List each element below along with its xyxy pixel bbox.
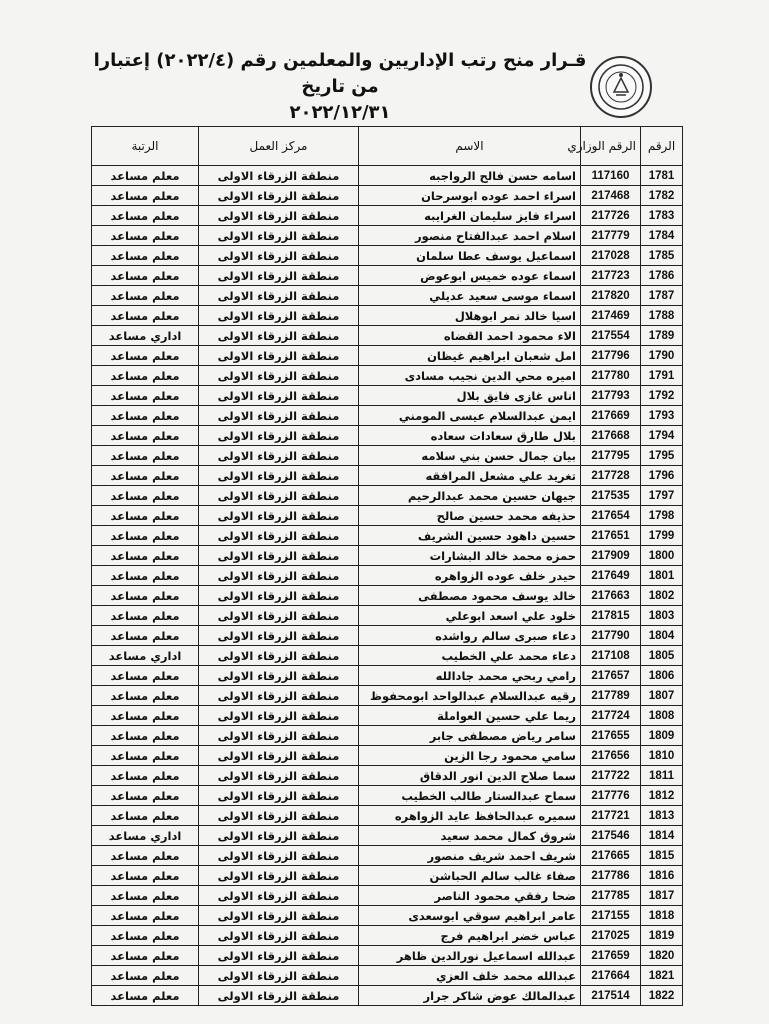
cell-ministry-no: 217722 <box>581 766 641 786</box>
table-row <box>92 566 683 586</box>
cell-rank: اداري مساعد <box>92 326 199 346</box>
table-row <box>92 686 683 706</box>
cell-rank: معلم مساعد <box>92 346 199 366</box>
cell-ministry-no: 217663 <box>581 586 641 606</box>
cell-name: سامي محمود رجا الزين <box>359 746 581 766</box>
cell-ministry-no: 217546 <box>581 826 641 846</box>
cell-seq: 1800 <box>641 546 683 566</box>
cell-rank: معلم مساعد <box>92 966 199 986</box>
cell-ministry-no: 217665 <box>581 846 641 866</box>
cell-ministry-no: 217649 <box>581 566 641 586</box>
cell-work-center: منطقة الزرقاء الاولى <box>199 986 359 1006</box>
cell-ministry-no: 217721 <box>581 806 641 826</box>
cell-work-center: منطقة الزرقاء الاولى <box>199 426 359 446</box>
cell-work-center: منطقة الزرقاء الاولى <box>199 486 359 506</box>
cell-work-center: منطقة الزرقاء الاولى <box>199 726 359 746</box>
cell-rank: معلم مساعد <box>92 986 199 1006</box>
cell-work-center: منطقة الزرقاء الاولى <box>199 746 359 766</box>
cell-seq: 1802 <box>641 586 683 606</box>
document-header <box>90 40 590 123</box>
cell-name: اسماء موسى سعيد عديلي <box>359 286 581 306</box>
table-row <box>92 886 683 906</box>
cell-name: سماح عبدالستار طالب الخطيب <box>359 786 581 806</box>
cell-work-center: منطقة الزرقاء الاولى <box>199 866 359 886</box>
cell-seq: 1815 <box>641 846 683 866</box>
cell-name: ايمن عبدالسلام عيسى المومني <box>359 406 581 426</box>
cell-ministry-no: 217554 <box>581 326 641 346</box>
cell-name: حيدر خلف عوده الزواهره <box>359 566 581 586</box>
cell-work-center: منطقة الزرقاء الاولى <box>199 946 359 966</box>
table-row <box>92 466 683 486</box>
cell-seq: 1787 <box>641 286 683 306</box>
table-row <box>92 666 683 686</box>
cell-rank: معلم مساعد <box>92 446 199 466</box>
cell-name: اسماء عوده خميس ابوعوض <box>359 266 581 286</box>
cell-work-center: منطقة الزرقاء الاولى <box>199 446 359 466</box>
cell-name: دعاء محمد علي الخطيب <box>359 646 581 666</box>
cell-ministry-no: 217793 <box>581 386 641 406</box>
table-row <box>92 746 683 766</box>
cell-work-center: منطقة الزرقاء الاولى <box>199 226 359 246</box>
cell-rank: معلم مساعد <box>92 746 199 766</box>
cell-seq: 1817 <box>641 886 683 906</box>
cell-seq: 1811 <box>641 766 683 786</box>
cell-seq: 1797 <box>641 486 683 506</box>
cell-name: شروق كمال محمد سعيد <box>359 826 581 846</box>
cell-work-center: منطقة الزرقاء الاولى <box>199 646 359 666</box>
cell-name: رامي ربحي محمد جادالله <box>359 666 581 686</box>
cell-name: خلود علي اسعد ابوعلي <box>359 606 581 626</box>
document-title: قـرار منح رتب الإداريين والمعلمين رقم (٢٠٢٢/٤) إعتبارا من تاريخ <box>93 50 587 97</box>
col-header-ministry-no: الرقم الوزاري <box>581 127 641 166</box>
table-row <box>92 726 683 746</box>
cell-ministry-no: 217651 <box>581 526 641 546</box>
cell-ministry-no: 217815 <box>581 606 641 626</box>
cell-seq: 1816 <box>641 866 683 886</box>
cell-name: رقيه عبدالسلام عبدالواحد ابومحفوظ <box>359 686 581 706</box>
cell-ministry-no: 217776 <box>581 786 641 806</box>
cell-ministry-no: 217656 <box>581 746 641 766</box>
cell-seq: 1810 <box>641 746 683 766</box>
cell-ministry-no: 217726 <box>581 206 641 226</box>
ministry-seal-icon <box>590 56 652 118</box>
table-row <box>92 266 683 286</box>
cell-seq: 1819 <box>641 926 683 946</box>
cell-seq: 1820 <box>641 946 683 966</box>
cell-work-center: منطقة الزرقاء الاولى <box>199 326 359 346</box>
table-row <box>92 826 683 846</box>
cell-work-center: منطقة الزرقاء الاولى <box>199 926 359 946</box>
cell-seq: 1791 <box>641 366 683 386</box>
cell-work-center: منطقة الزرقاء الاولى <box>199 266 359 286</box>
col-header-seq: الرقم <box>641 127 683 166</box>
cell-ministry-no: 217654 <box>581 506 641 526</box>
cell-rank: معلم مساعد <box>92 566 199 586</box>
cell-rank: معلم مساعد <box>92 246 199 266</box>
table-row <box>92 366 683 386</box>
cell-name: اسيا خالد نمر ابوهلال <box>359 306 581 326</box>
cell-rank: معلم مساعد <box>92 946 199 966</box>
cell-ministry-no: 217468 <box>581 186 641 206</box>
cell-work-center: منطقة الزرقاء الاولى <box>199 886 359 906</box>
cell-name: عبدالله محمد خلف العزي <box>359 966 581 986</box>
cell-work-center: منطقة الزرقاء الاولى <box>199 966 359 986</box>
cell-ministry-no: 217669 <box>581 406 641 426</box>
cell-ministry-no: 217028 <box>581 246 641 266</box>
cell-ministry-no: 117160 <box>581 166 641 186</box>
document-date: ٢٠٢٢/١٢/٣١ <box>289 102 391 123</box>
cell-name: بيان جمال حسن بني سلامه <box>359 446 581 466</box>
cell-ministry-no: 217728 <box>581 466 641 486</box>
cell-name: عبدالله اسماعيل نورالدين ظاهر <box>359 946 581 966</box>
cell-work-center: منطقة الزرقاء الاولى <box>199 606 359 626</box>
cell-rank: معلم مساعد <box>92 626 199 646</box>
cell-name: سميره عبدالحافظ عايد الزواهره <box>359 806 581 826</box>
table-row <box>92 166 683 186</box>
cell-seq: 1784 <box>641 226 683 246</box>
table-row <box>92 226 683 246</box>
cell-seq: 1818 <box>641 906 683 926</box>
table-row <box>92 986 683 1006</box>
cell-name: دعاء صبرى سالم رواشده <box>359 626 581 646</box>
table-row <box>92 346 683 366</box>
cell-ministry-no: 217795 <box>581 446 641 466</box>
cell-seq: 1785 <box>641 246 683 266</box>
cell-work-center: منطقة الزرقاء الاولى <box>199 826 359 846</box>
cell-name: عامر ابراهيم سوقي ابوسعدى <box>359 906 581 926</box>
cell-rank: معلم مساعد <box>92 286 199 306</box>
cell-rank: معلم مساعد <box>92 906 199 926</box>
cell-name: ضحا رفقي محمود الناصر <box>359 886 581 906</box>
cell-work-center: منطقة الزرقاء الاولى <box>199 206 359 226</box>
cell-ministry-no: 217155 <box>581 906 641 926</box>
cell-work-center: منطقة الزرقاء الاولى <box>199 406 359 426</box>
cell-work-center: منطقة الزرقاء الاولى <box>199 506 359 526</box>
cell-name: اسلام احمد عبدالفتاح منصور <box>359 226 581 246</box>
cell-ministry-no: 217786 <box>581 866 641 886</box>
cell-seq: 1794 <box>641 426 683 446</box>
cell-seq: 1782 <box>641 186 683 206</box>
roster-table <box>91 126 683 1006</box>
cell-rank: معلم مساعد <box>92 266 199 286</box>
cell-name: عبدالمالك عوض شاكر جرار <box>359 986 581 1006</box>
cell-ministry-no: 217025 <box>581 926 641 946</box>
table-row <box>92 846 683 866</box>
cell-rank: معلم مساعد <box>92 806 199 826</box>
table-row <box>92 786 683 806</box>
cell-seq: 1801 <box>641 566 683 586</box>
cell-work-center: منطقة الزرقاء الاولى <box>199 566 359 586</box>
cell-rank: معلم مساعد <box>92 686 199 706</box>
table-row <box>92 706 683 726</box>
cell-rank: معلم مساعد <box>92 206 199 226</box>
cell-work-center: منطقة الزرقاء الاولى <box>199 806 359 826</box>
cell-ministry-no: 217820 <box>581 286 641 306</box>
table-row <box>92 426 683 446</box>
table-row <box>92 506 683 526</box>
table-row <box>92 486 683 506</box>
cell-work-center: منطقة الزرقاء الاولى <box>199 286 359 306</box>
table-row <box>92 446 683 466</box>
cell-name: امل شعبان ابراهيم غيظان <box>359 346 581 366</box>
cell-work-center: منطقة الزرقاء الاولى <box>199 306 359 326</box>
cell-rank: معلم مساعد <box>92 706 199 726</box>
table-row <box>92 406 683 426</box>
table-row <box>92 766 683 786</box>
cell-work-center: منطقة الزرقاء الاولى <box>199 246 359 266</box>
cell-name: اسراء فايز سليمان الغرايبه <box>359 206 581 226</box>
table-row <box>92 206 683 226</box>
table-row <box>92 866 683 886</box>
cell-work-center: منطقة الزرقاء الاولى <box>199 666 359 686</box>
cell-ministry-no: 217535 <box>581 486 641 506</box>
cell-seq: 1812 <box>641 786 683 806</box>
cell-seq: 1804 <box>641 626 683 646</box>
cell-seq: 1809 <box>641 726 683 746</box>
cell-rank: معلم مساعد <box>92 726 199 746</box>
cell-work-center: منطقة الزرقاء الاولى <box>199 786 359 806</box>
cell-ministry-no: 217796 <box>581 346 641 366</box>
col-header-name: الاسم <box>359 127 581 166</box>
cell-rank: معلم مساعد <box>92 486 199 506</box>
cell-ministry-no: 217789 <box>581 686 641 706</box>
cell-seq: 1781 <box>641 166 683 186</box>
table-row <box>92 526 683 546</box>
cell-name: اسماعيل يوسف عطا سلمان <box>359 246 581 266</box>
cell-rank: معلم مساعد <box>92 926 199 946</box>
cell-seq: 1814 <box>641 826 683 846</box>
cell-ministry-no: 217668 <box>581 426 641 446</box>
cell-work-center: منطقة الزرقاء الاولى <box>199 686 359 706</box>
cell-name: عباس خضر ابراهيم فرج <box>359 926 581 946</box>
cell-rank: معلم مساعد <box>92 386 199 406</box>
cell-name: جيهان حسين محمد عبدالرحيم <box>359 486 581 506</box>
cell-work-center: منطقة الزرقاء الاولى <box>199 546 359 566</box>
cell-name: حسين داهود حسين الشريف <box>359 526 581 546</box>
cell-work-center: منطقة الزرقاء الاولى <box>199 166 359 186</box>
col-header-work-center: مركز العمل <box>199 127 359 166</box>
cell-work-center: منطقة الزرقاء الاولى <box>199 626 359 646</box>
table-row <box>92 606 683 626</box>
cell-rank: معلم مساعد <box>92 866 199 886</box>
cell-ministry-no: 217724 <box>581 706 641 726</box>
table-row <box>92 646 683 666</box>
table-row <box>92 326 683 346</box>
cell-name: الاء محمود احمد القضاه <box>359 326 581 346</box>
cell-name: اسامه حسن فالح الرواجبه <box>359 166 581 186</box>
cell-rank: معلم مساعد <box>92 406 199 426</box>
table-row <box>92 386 683 406</box>
table-row <box>92 966 683 986</box>
cell-ministry-no: 217655 <box>581 726 641 746</box>
cell-work-center: منطقة الزرقاء الاولى <box>199 186 359 206</box>
cell-work-center: منطقة الزرقاء الاولى <box>199 846 359 866</box>
cell-seq: 1790 <box>641 346 683 366</box>
cell-rank: معلم مساعد <box>92 546 199 566</box>
cell-seq: 1795 <box>641 446 683 466</box>
cell-rank: معلم مساعد <box>92 526 199 546</box>
table-row <box>92 806 683 826</box>
cell-work-center: منطقة الزرقاء الاولى <box>199 346 359 366</box>
cell-name: اسراء احمد عوده ابوسرحان <box>359 186 581 206</box>
cell-work-center: منطقة الزرقاء الاولى <box>199 906 359 926</box>
cell-ministry-no: 217785 <box>581 886 641 906</box>
cell-seq: 1822 <box>641 986 683 1006</box>
cell-rank: معلم مساعد <box>92 606 199 626</box>
table-row <box>92 306 683 326</box>
cell-rank: معلم مساعد <box>92 586 199 606</box>
cell-ministry-no: 217790 <box>581 626 641 646</box>
cell-rank: معلم مساعد <box>92 226 199 246</box>
cell-seq: 1783 <box>641 206 683 226</box>
cell-name: حمزه محمد خالد البشارات <box>359 546 581 566</box>
col-header-rank: الرتبة <box>92 127 199 166</box>
cell-name: خالد يوسف محمود مصطفى <box>359 586 581 606</box>
cell-name: تغريد علي مشعل المرافقه <box>359 466 581 486</box>
cell-rank: معلم مساعد <box>92 166 199 186</box>
table-row <box>92 586 683 606</box>
cell-rank: اداري مساعد <box>92 646 199 666</box>
cell-work-center: منطقة الزرقاء الاولى <box>199 526 359 546</box>
table-row <box>92 626 683 646</box>
cell-rank: اداري مساعد <box>92 826 199 846</box>
cell-work-center: منطقة الزرقاء الاولى <box>199 706 359 726</box>
cell-name: حذيفه محمد حسين صالح <box>359 506 581 526</box>
cell-ministry-no: 217469 <box>581 306 641 326</box>
cell-ministry-no: 217779 <box>581 226 641 246</box>
cell-seq: 1788 <box>641 306 683 326</box>
cell-ministry-no: 217909 <box>581 546 641 566</box>
cell-seq: 1799 <box>641 526 683 546</box>
table-row <box>92 926 683 946</box>
cell-seq: 1803 <box>641 606 683 626</box>
cell-ministry-no: 217657 <box>581 666 641 686</box>
cell-ministry-no: 217723 <box>581 266 641 286</box>
cell-seq: 1798 <box>641 506 683 526</box>
cell-name: اناس غازى فايق بلال <box>359 386 581 406</box>
table-row <box>92 906 683 926</box>
cell-rank: معلم مساعد <box>92 186 199 206</box>
cell-seq: 1806 <box>641 666 683 686</box>
cell-rank: معلم مساعد <box>92 306 199 326</box>
cell-name: اميره محي الدين نجيب مسادى <box>359 366 581 386</box>
cell-seq: 1807 <box>641 686 683 706</box>
cell-rank: معلم مساعد <box>92 426 199 446</box>
cell-rank: معلم مساعد <box>92 766 199 786</box>
cell-ministry-no: 217659 <box>581 946 641 966</box>
cell-work-center: منطقة الزرقاء الاولى <box>199 386 359 406</box>
cell-work-center: منطقة الزرقاء الاولى <box>199 366 359 386</box>
cell-ministry-no: 217108 <box>581 646 641 666</box>
cell-seq: 1786 <box>641 266 683 286</box>
table-header-row <box>92 127 683 166</box>
cell-rank: معلم مساعد <box>92 466 199 486</box>
cell-name: شريف احمد شريف منصور <box>359 846 581 866</box>
table-row <box>92 946 683 966</box>
cell-seq: 1821 <box>641 966 683 986</box>
cell-work-center: منطقة الزرقاء الاولى <box>199 766 359 786</box>
cell-work-center: منطقة الزرقاء الاولى <box>199 466 359 486</box>
cell-rank: معلم مساعد <box>92 786 199 806</box>
cell-name: ريما علي حسين العواملة <box>359 706 581 726</box>
cell-seq: 1805 <box>641 646 683 666</box>
cell-rank: معلم مساعد <box>92 886 199 906</box>
cell-seq: 1796 <box>641 466 683 486</box>
table-row <box>92 286 683 306</box>
cell-name: بلال طارق سعادات سعاده <box>359 426 581 446</box>
cell-ministry-no: 217664 <box>581 966 641 986</box>
table-row <box>92 546 683 566</box>
cell-name: سما صلاح الدين انور الدقاق <box>359 766 581 786</box>
cell-name: صفاء غالب سالم الحباشن <box>359 866 581 886</box>
cell-ministry-no: 217780 <box>581 366 641 386</box>
cell-name: سامر رياض مصطفى جابر <box>359 726 581 746</box>
cell-rank: معلم مساعد <box>92 666 199 686</box>
cell-seq: 1789 <box>641 326 683 346</box>
cell-rank: معلم مساعد <box>92 506 199 526</box>
cell-seq: 1793 <box>641 406 683 426</box>
cell-seq: 1792 <box>641 386 683 406</box>
cell-ministry-no: 217514 <box>581 986 641 1006</box>
cell-rank: معلم مساعد <box>92 846 199 866</box>
cell-seq: 1813 <box>641 806 683 826</box>
cell-work-center: منطقة الزرقاء الاولى <box>199 586 359 606</box>
cell-rank: معلم مساعد <box>92 366 199 386</box>
table-row <box>92 246 683 266</box>
table-row <box>92 186 683 206</box>
cell-seq: 1808 <box>641 706 683 726</box>
